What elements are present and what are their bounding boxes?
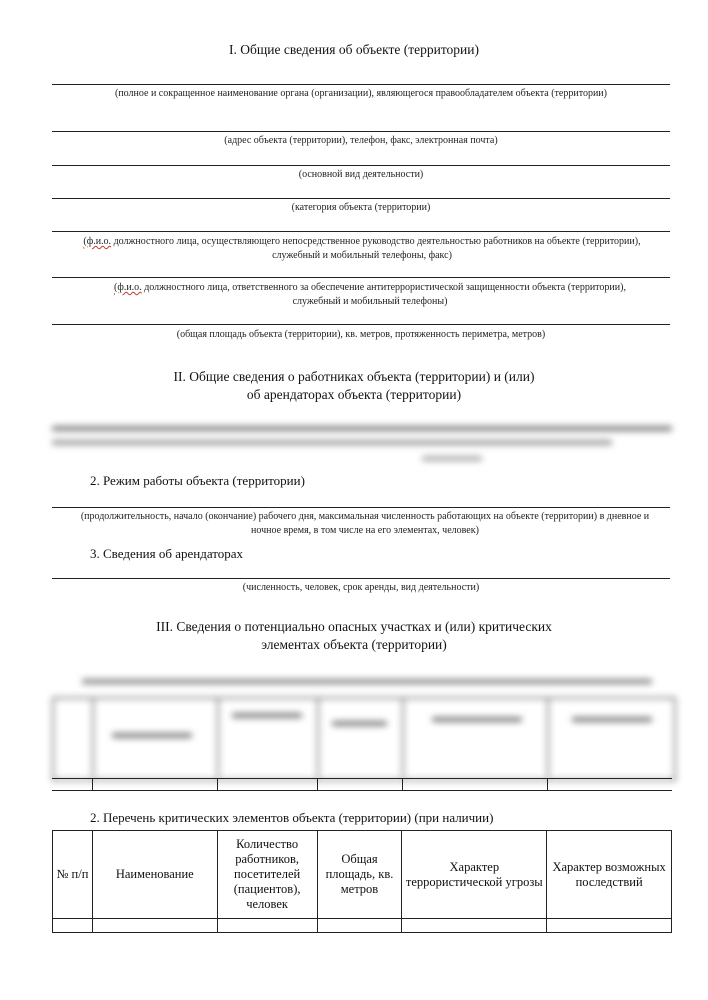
- col-people-count: Количество работников, посетителей (пациентов), человек: [217, 831, 317, 919]
- caption-area: (общая площадь объекта (территории), кв. метров, протяженность периметра, метров): [176, 329, 546, 340]
- fio-abbrev: (ф.и.о.: [114, 282, 142, 293]
- caption-activity: (основной вид деятельности): [298, 169, 424, 180]
- section-1-title: I. Общие сведения об объекте (территории): [228, 42, 480, 57]
- table-header-row: [53, 831, 672, 919]
- fill-line: [52, 277, 670, 278]
- caption-org-name: (полное и сокращенное наименование органа (организации), являющегося правообладателем объекта (территории): [115, 88, 607, 99]
- caption-address: (адрес объекта (территории), телефон, факс, электронная почта): [224, 135, 498, 146]
- fio-abbrev: (ф.и.о.: [83, 236, 112, 247]
- section-2-title-line1: II. Общие сведения о работниках объекта (территории) и (или): [173, 369, 535, 384]
- item-3-title: 3. Сведения об арендаторах: [90, 546, 244, 561]
- fill-line: [52, 507, 670, 508]
- section-3-title-line2: элементах объекта (территории): [261, 637, 447, 652]
- fill-line: [52, 324, 670, 325]
- blurred-region: [52, 412, 672, 467]
- caption-responsible: [90, 281, 650, 309]
- col-threat: Характер террористической угрозы: [402, 831, 547, 919]
- fill-line: [52, 231, 670, 232]
- col-name: Наименование: [92, 831, 217, 919]
- blurred-table: [52, 665, 672, 780]
- caption-category: (категория объекта (территории): [291, 202, 431, 213]
- critical-elements-table: [52, 830, 672, 933]
- caption-manager-text: должностного лица, осуществляющего непосредственное руководство деятельностью работников на объекте (территории), служебный и мобильный телефоны, факс): [113, 236, 641, 261]
- fill-line: [52, 198, 670, 199]
- table-row: [53, 919, 672, 933]
- col-consequences: Характер возможных последствий: [547, 831, 672, 919]
- col-area: Общая площадь, кв. метров: [317, 831, 402, 919]
- caption-manager: [72, 235, 652, 263]
- item-2-title: 2. Режим работы объекта (территории): [90, 473, 305, 488]
- caption-tenants: (численность, человек, срок аренды, вид деятельности): [242, 582, 480, 593]
- section-3-title-line1: III. Сведения о потенциально опасных участках и (или) критических: [156, 619, 552, 634]
- table-rule: [52, 778, 672, 779]
- fill-line: [52, 165, 670, 166]
- section-3-item-2-title: 2. Перечень критических элементов объекта (территории) (при наличии): [90, 810, 494, 825]
- section-2-title-line2: об арендаторах объекта (территории): [246, 387, 462, 402]
- fill-line: [52, 84, 670, 85]
- fill-line: [52, 131, 670, 132]
- col-number: № п/п: [53, 831, 93, 919]
- caption-work-mode: (продолжительность, начало (окончание) рабочего дня, максимальная численность работающих на объекте (территории) в дневное и ночное время, в том числе на его элементах, человек): [80, 511, 650, 536]
- caption-responsible-text: должностного лица, ответственного за обеспечение антитеррористической защищенности объекта (территории), служебный и мобильный телефоны): [144, 282, 626, 307]
- fill-line: [52, 578, 670, 579]
